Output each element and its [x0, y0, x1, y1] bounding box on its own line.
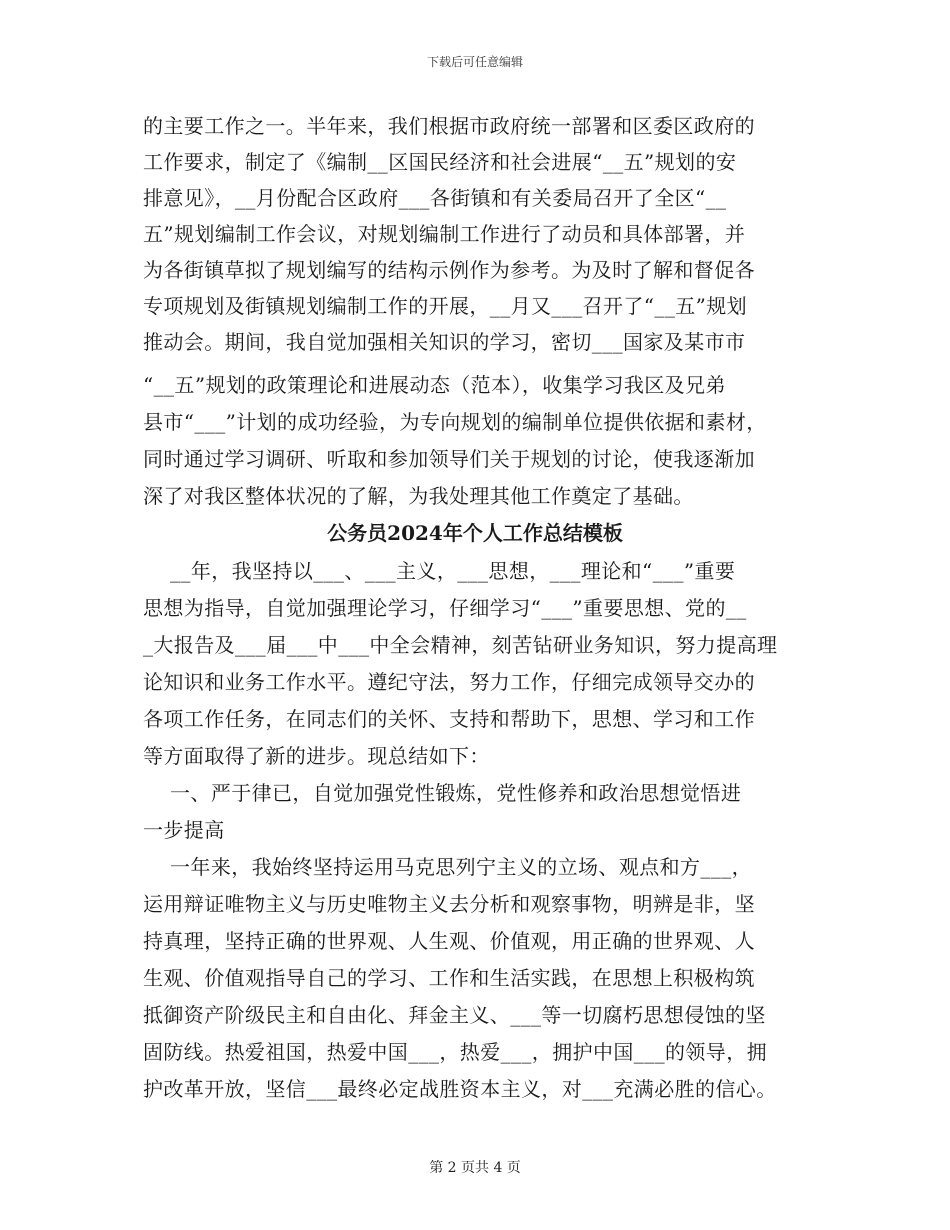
paragraph-line: 抵御资产阶级民主和自由化、拜金主义、___等一切腐朽思想侵蚀的坚: [143, 1003, 766, 1027]
paragraph-line: 固防线。热爱祖国，热爱中国___，热爱___，拥护中国___的领导，拥: [143, 1040, 767, 1064]
paragraph-line: 工作要求，制定了《编制__区国民经济和社会进展“__五”规划的安: [143, 150, 737, 174]
paragraph-line: 同时通过学习调研、听取和参加领导们关于规划的讨论，使我逐渐加: [143, 447, 755, 471]
paragraph-line: _大报告及___届___中___中全会精神，刻苦钻研业务知识，努力提高理: [143, 633, 778, 657]
section-heading: 一步提高: [143, 818, 225, 842]
paragraph-line: 一年来，我始终坚持运用马克思列宁主义的立场、观点和方___，: [143, 855, 753, 879]
paragraph-line: 生观、价值观指导自己的学习、工作和生活实践，在思想上积极构筑: [143, 966, 755, 990]
paragraph-line: 为各街镇草拟了规划编写的结构示例作为参考。为及时了解和督促各: [143, 258, 755, 282]
paragraph-line: 排意见》，__月份配合区政府___各街镇和有关委局召开了全区“__: [143, 186, 727, 210]
paragraph-line: 护改革开放，坚信___最终必定战胜资本主义，对___充满必胜的信心。: [143, 1077, 777, 1101]
document-title: 公务员2024年个人工作总结模板: [327, 521, 623, 545]
paragraph-line: 的主要工作之一。半年来，我们根据市政府统一部署和区委区政府的: [143, 114, 755, 138]
section-heading: 一、严于律已，自觉加强党性锻炼，党性修养和政治思想觉悟进: [143, 781, 742, 805]
paragraph-line: 深了对我区整体状况的了解，为我处理其他工作奠定了基础。: [143, 484, 694, 508]
paragraph-line: 五”规划编制工作会议，对规划编制工作进行了动员和具体部署，并: [143, 222, 746, 246]
paragraph-line: __年，我坚持以___、___主义，___思想，___理论和“___”重要: [143, 559, 736, 583]
paragraph-line: 各项工作任务，在同志们的关怀、支持和帮助下，思想、学习和工作: [143, 707, 755, 731]
paragraph-line: 持真理，坚持正确的世界观、人生观、价值观，用正确的世界观、人: [143, 929, 755, 953]
paragraph-line: 运用辩证唯物主义与历史唯物主义去分析和观察事物，明辨是非，坚: [143, 892, 755, 916]
page-header: 下载后可任意编辑: [426, 55, 523, 69]
paragraph-line: 等方面取得了新的进步。现总结如下：: [143, 744, 490, 768]
paragraph-line: 论知识和业务工作水平。遵纪守法，努力工作，仔细完成领导交办的: [143, 670, 755, 694]
paragraph-line: 县市“___”计划的成功经验，为专向规划的编制单位提供依据和素材，: [143, 410, 767, 434]
paragraph-line: 推动会。期间，我自觉加强相关知识的学习，密切___国家及某市市: [143, 330, 746, 354]
paragraph-line: 思想为指导，自觉加强理论学习，仔细学习“___”重要思想、党的__: [143, 596, 747, 620]
page-footer: 第 2 页共 4 页: [429, 1160, 521, 1176]
paragraph-line: “__五”规划的政策理论和进展动态（范本），收集学习我区及兄弟: [143, 373, 726, 397]
paragraph-line: 专项规划及街镇规划编制工作的开展，__月又___召开了“__五”规划: [143, 294, 748, 318]
